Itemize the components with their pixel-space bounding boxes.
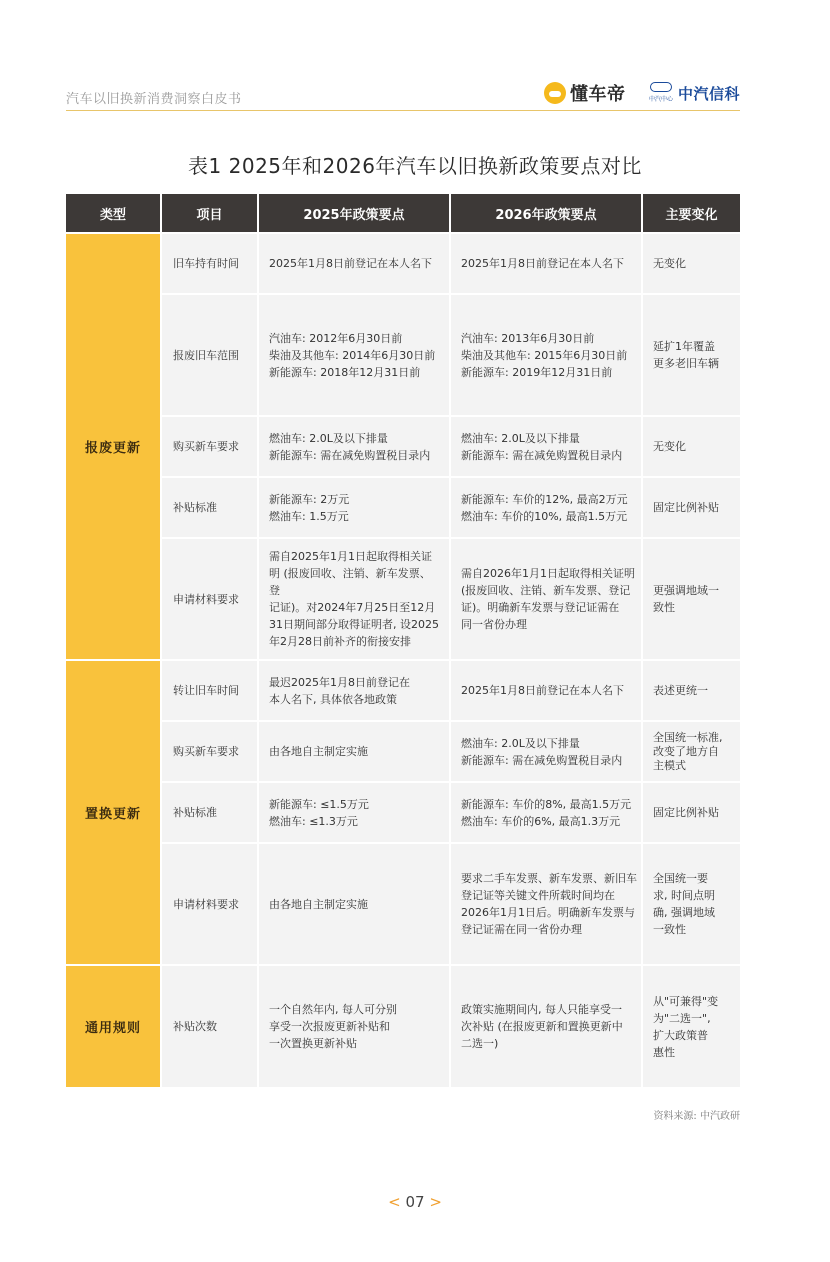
category-scrappage-renewal: 报废更新 xyxy=(66,234,160,659)
row-main-change: 全国统一要 求, 时间点明 确, 强调地域 一致性 xyxy=(643,844,740,964)
category-general-rules: 通用规则 xyxy=(66,966,160,1087)
row-main-change: 表述更统一 xyxy=(643,661,740,720)
row-2026-policy: 汽油车: 2013年6月30日前 柴油及其他车: 2015年6月30日前 新能源车: 2019年12月31日前 xyxy=(451,295,641,415)
row-item: 购买新车要求 xyxy=(162,417,257,476)
row-item: 转让旧车时间 xyxy=(162,661,257,720)
row-item: 补贴标准 xyxy=(162,783,257,842)
catarc-logo-small-text: 中汽中心 xyxy=(648,96,673,103)
dongchedi-logo-text: 懂车帝 xyxy=(570,84,626,105)
row-main-change: 无变化 xyxy=(643,234,740,293)
row-2025-policy: 由各地自主制定实施 xyxy=(259,844,449,964)
row-item: 申请材料要求 xyxy=(162,539,257,659)
row-2025-policy: 由各地自主制定实施 xyxy=(259,722,449,781)
row-2026-policy: 需自2026年1月1日起取得相关证明 (报废回收、注销、新车发票、登记 证)。明确新车发票与登记证需在 同一省份办理 xyxy=(451,539,641,659)
row-main-change: 全国统一标准, 改变了地方自 主模式 xyxy=(643,722,740,781)
row-2026-policy: 要求二手车发票、新车发票、新旧车 登记证等关键文件所载时间均在 2026年1月1日后。明确新车发票与 登记证需在同一省份办理 xyxy=(451,844,641,964)
column-header-item: 项目 xyxy=(162,194,257,232)
row-item: 申请材料要求 xyxy=(162,844,257,964)
data-source-note: 资料来源: 中汽政研 xyxy=(653,1111,740,1122)
row-item: 补贴标准 xyxy=(162,478,257,537)
column-header-change: 主要变化 xyxy=(643,194,740,232)
row-2026-policy: 2025年1月8日前登记在本人名下 xyxy=(451,661,641,720)
zhongqi-xinke-logo-text: 中汽信科 xyxy=(678,84,741,103)
row-2025-policy: 新能源车: 2万元 燃油车: 1.5万元 xyxy=(259,478,449,537)
row-main-change: 固定比例补贴 xyxy=(643,478,740,537)
row-main-change: 更强调地域一 致性 xyxy=(643,539,740,659)
row-item: 报废旧车范围 xyxy=(162,295,257,415)
row-2026-policy: 政策实施期间内, 每人只能享受一 次补贴 (在报废更新和置换更新中 二选一) xyxy=(451,966,641,1087)
row-2025-policy: 燃油车: 2.0L及以下排量 新能源车: 需在减免购置税目录内 xyxy=(259,417,449,476)
row-2026-policy: 燃油车: 2.0L及以下排量 新能源车: 需在减免购置税目录内 xyxy=(451,417,641,476)
row-main-change: 从"可兼得"变 为"二选一", 扩大政策普 惠性 xyxy=(643,966,740,1087)
row-2026-policy: 2025年1月8日前登记在本人名下 xyxy=(451,234,641,293)
table-title: 表1 2025年和2026年汽车以旧换新政策要点对比 xyxy=(188,154,642,178)
page-number xyxy=(0,1193,830,1211)
page-left-chevron-icon: < xyxy=(388,1193,401,1211)
page-right-chevron-icon: > xyxy=(429,1193,442,1211)
page-header xyxy=(66,84,741,112)
row-2025-policy: 最迟2025年1月8日前登记在 本人名下, 具体依各地政策 xyxy=(259,661,449,720)
row-item: 补贴次数 xyxy=(162,966,257,1087)
header-divider xyxy=(66,110,740,111)
row-2026-policy: 新能源车: 车价的12%, 最高2万元 燃油车: 车价的10%, 最高1.5万元 xyxy=(451,478,641,537)
row-2025-policy: 一个自然年内, 每人可分别 享受一次报废更新补贴和 一次置换更新补贴 xyxy=(259,966,449,1087)
zhongqi-xinke-logo xyxy=(648,80,740,106)
row-2025-policy: 新能源车: ≤1.5万元 燃油车: ≤1.3万元 xyxy=(259,783,449,842)
column-header-type: 类型 xyxy=(66,194,160,232)
document-title: 汽车以旧换新消费洞察白皮书 xyxy=(66,92,242,107)
row-main-change: 固定比例补贴 xyxy=(643,783,740,842)
row-main-change: 延扩1年覆盖 更多老旧车辆 xyxy=(643,295,740,415)
row-2025-policy: 汽油车: 2012年6月30日前 柴油及其他车: 2014年6月30日前 新能源车: 2018年12月31日前 xyxy=(259,295,449,415)
category-trade-in-renewal: 置换更新 xyxy=(66,661,160,964)
catarc-logo-icon xyxy=(648,82,674,104)
row-item: 购买新车要求 xyxy=(162,722,257,781)
row-2025-policy: 需自2025年1月1日起取得相关证 明 (报废回收、注销、新车发票、登 记证)。对2024年7月25日至12月 31日期间部分取得证明者, 设2025 年2月28日前补齐的衔接安排 xyxy=(259,539,449,659)
row-main-change: 无变化 xyxy=(643,417,740,476)
row-item: 旧车持有时间 xyxy=(162,234,257,293)
dongchedi-logo-icon xyxy=(544,82,566,104)
dongchedi-logo xyxy=(544,80,626,106)
column-header-2025: 2025年政策要点 xyxy=(259,194,449,232)
row-2025-policy: 2025年1月8日前登记在本人名下 xyxy=(259,234,449,293)
row-2026-policy: 新能源车: 车价的8%, 最高1.5万元 燃油车: 车价的6%, 最高1.3万元 xyxy=(451,783,641,842)
page-number-value: 07 xyxy=(405,1193,425,1211)
row-2026-policy: 燃油车: 2.0L及以下排量 新能源车: 需在减免购置税目录内 xyxy=(451,722,641,781)
column-header-2026: 2026年政策要点 xyxy=(451,194,641,232)
